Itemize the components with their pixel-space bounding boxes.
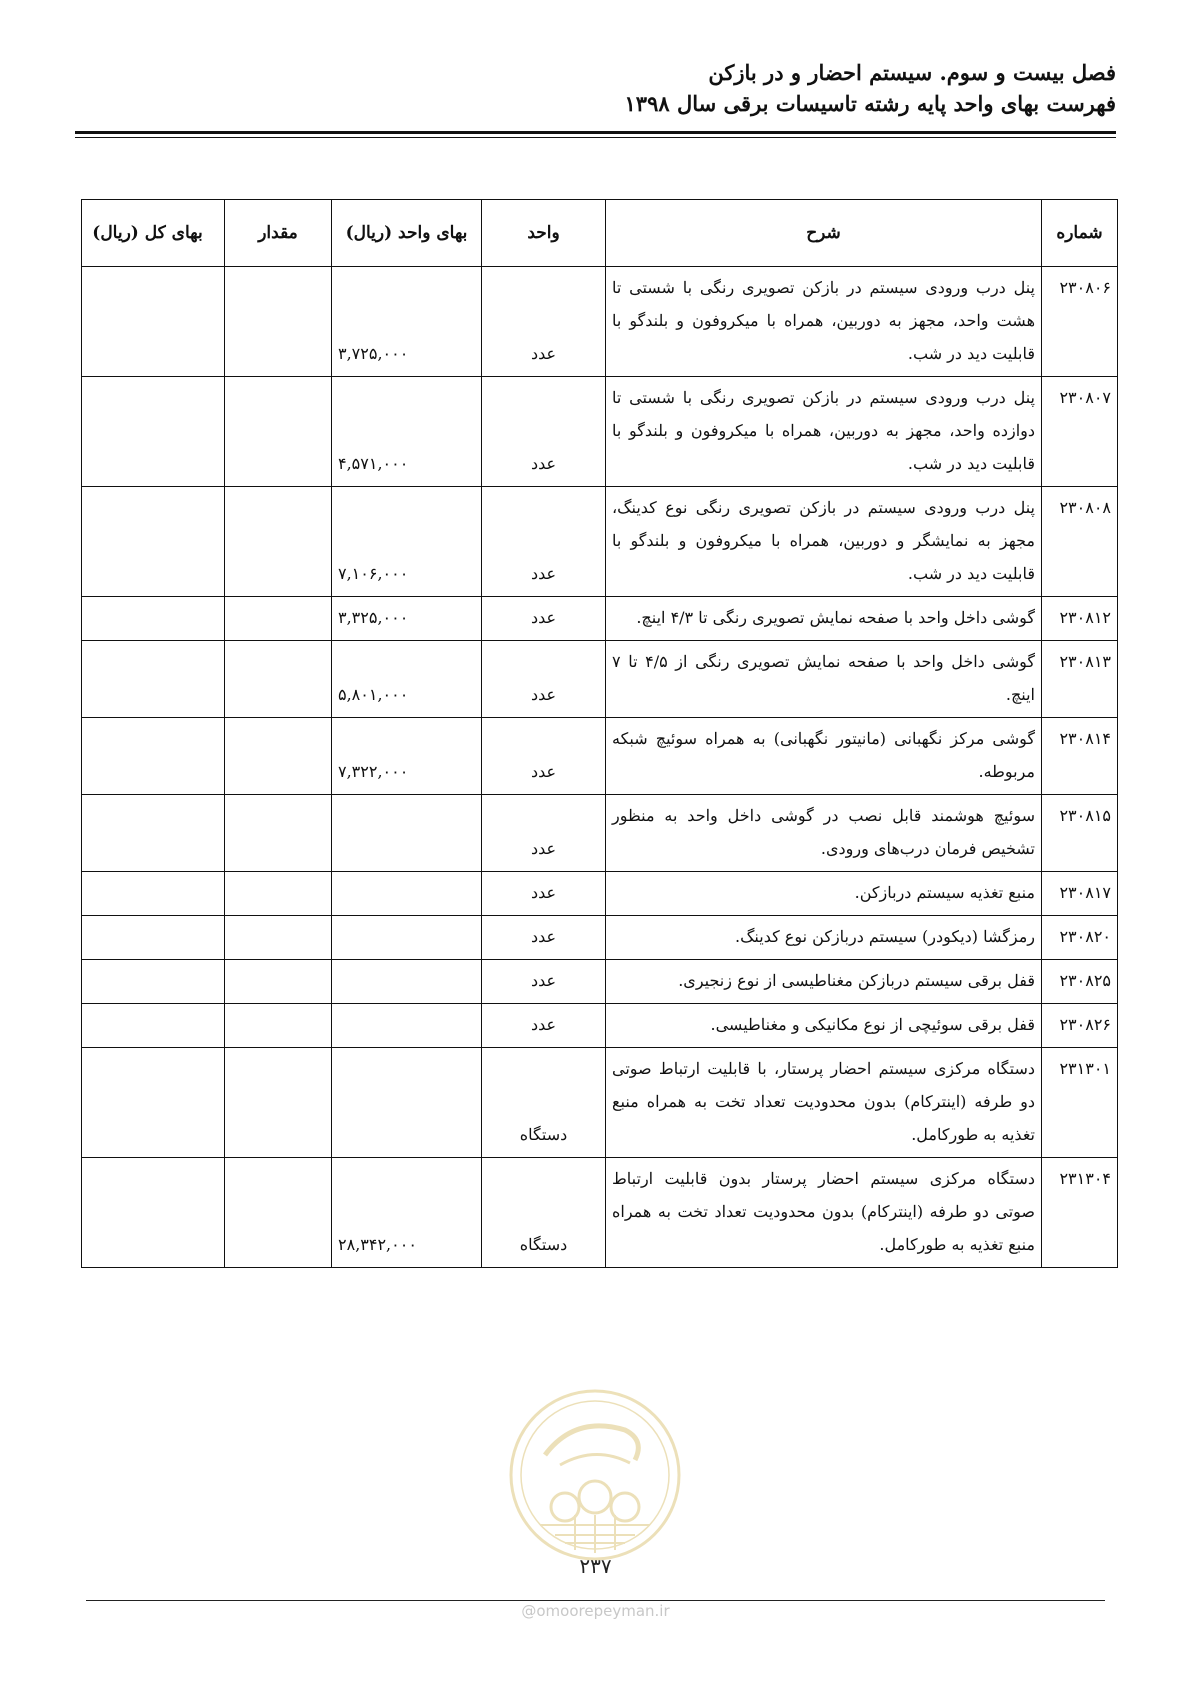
table-header-row bbox=[82, 200, 1118, 267]
item-description: رمزگشا (دیکودر) سیستم دربازکن نوع کدینگ. bbox=[606, 916, 1042, 960]
item-unit-price: ۷,۱۰۶,۰۰۰ bbox=[332, 487, 482, 597]
table-row bbox=[82, 795, 1118, 872]
item-quantity bbox=[225, 1048, 332, 1158]
table-row bbox=[82, 1158, 1118, 1268]
item-total-price bbox=[82, 960, 225, 1004]
col-header-qty: مقدار bbox=[225, 200, 332, 267]
table-row bbox=[82, 916, 1118, 960]
item-code: ۲۳۰۸۱۴ bbox=[1042, 718, 1118, 795]
seal-watermark bbox=[505, 1385, 685, 1565]
table-row bbox=[82, 597, 1118, 641]
table-row bbox=[82, 1048, 1118, 1158]
item-unit: عدد bbox=[482, 960, 606, 1004]
table-row bbox=[82, 872, 1118, 916]
item-unit: دستگاه bbox=[482, 1158, 606, 1268]
item-description: قفل برقی سوئیچی از نوع مکانیکی و مغناطیسی. bbox=[606, 1004, 1042, 1048]
header-rule-thick bbox=[75, 131, 1116, 134]
item-unit-price: ۵,۸۰۱,۰۰۰ bbox=[332, 641, 482, 718]
item-total-price bbox=[82, 597, 225, 641]
item-description: قفل برقی سیستم دربازکن مغناطیسی از نوع زنجیری. bbox=[606, 960, 1042, 1004]
table-row bbox=[82, 1004, 1118, 1048]
item-total-price bbox=[82, 1158, 225, 1268]
item-description: گوشی مرکز نگهبانی (مانیتور نگهبانی) به همراه سوئیچ شبکه مربوطه. bbox=[606, 718, 1042, 795]
item-quantity bbox=[225, 597, 332, 641]
item-unit: عدد bbox=[482, 872, 606, 916]
table-row bbox=[82, 960, 1118, 1004]
item-unit: عدد bbox=[482, 641, 606, 718]
item-unit: عدد bbox=[482, 718, 606, 795]
page-number: ۲۳۷ bbox=[579, 1554, 612, 1578]
item-unit: دستگاه bbox=[482, 1048, 606, 1158]
item-total-price bbox=[82, 1048, 225, 1158]
item-code: ۲۳۰۸۲۶ bbox=[1042, 1004, 1118, 1048]
item-unit: عدد bbox=[482, 597, 606, 641]
item-code: ۲۳۱۳۰۴ bbox=[1042, 1158, 1118, 1268]
item-unit-price: ۴,۵۷۱,۰۰۰ bbox=[332, 377, 482, 487]
item-code: ۲۳۰۸۲۰ bbox=[1042, 916, 1118, 960]
item-total-price bbox=[82, 718, 225, 795]
item-unit-price bbox=[332, 872, 482, 916]
page-header bbox=[75, 58, 1116, 120]
item-code: ۲۳۰۸۱۵ bbox=[1042, 795, 1118, 872]
item-total-price bbox=[82, 916, 225, 960]
item-quantity bbox=[225, 718, 332, 795]
col-header-desc: شرح bbox=[606, 200, 1042, 267]
item-quantity bbox=[225, 487, 332, 597]
item-total-price bbox=[82, 1004, 225, 1048]
item-description: پنل درب ورودی سیستم در بازکن تصویری رنگی با شستی تا دوازده واحد، مجهز به دوربین، همراه با میکروفون و بلندگو با قابلیت دید در شب. bbox=[606, 377, 1042, 487]
col-header-unit-price: بهای واحد (ریال) bbox=[332, 200, 482, 267]
item-total-price bbox=[82, 487, 225, 597]
item-unit-price: ۳,۳۲۵,۰۰۰ bbox=[332, 597, 482, 641]
table-row bbox=[82, 718, 1118, 795]
col-header-unit: واحد bbox=[482, 200, 606, 267]
item-unit-price bbox=[332, 795, 482, 872]
item-quantity bbox=[225, 960, 332, 1004]
item-total-price bbox=[82, 795, 225, 872]
item-quantity bbox=[225, 267, 332, 377]
item-unit: عدد bbox=[482, 267, 606, 377]
item-code: ۲۳۰۸۰۸ bbox=[1042, 487, 1118, 597]
item-quantity bbox=[225, 641, 332, 718]
item-unit-price bbox=[332, 960, 482, 1004]
item-code: ۲۳۰۸۲۵ bbox=[1042, 960, 1118, 1004]
table-row bbox=[82, 377, 1118, 487]
item-code: ۲۳۰۸۱۲ bbox=[1042, 597, 1118, 641]
item-unit: عدد bbox=[482, 487, 606, 597]
item-quantity bbox=[225, 377, 332, 487]
item-unit: عدد bbox=[482, 1004, 606, 1048]
price-table bbox=[81, 199, 1118, 1268]
item-total-price bbox=[82, 641, 225, 718]
item-code: ۲۳۰۸۰۶ bbox=[1042, 267, 1118, 377]
chapter-title: فصل بیست و سوم. سیستم احضار و در بازکن bbox=[708, 60, 1116, 85]
item-unit: عدد bbox=[482, 377, 606, 487]
item-total-price bbox=[82, 872, 225, 916]
table-row bbox=[82, 267, 1118, 377]
item-quantity bbox=[225, 1158, 332, 1268]
item-unit: عدد bbox=[482, 916, 606, 960]
col-header-total: بهای کل (ریال) bbox=[82, 200, 225, 267]
item-unit-price: ۷,۳۲۲,۰۰۰ bbox=[332, 718, 482, 795]
item-description: پنل درب ورودی سیستم در بازکن تصویری رنگی با شستی تا هشت واحد، مجهز به دوربین، همراه با میکروفون و بلندگو با قابلیت دید در شب. bbox=[606, 267, 1042, 377]
item-total-price bbox=[82, 377, 225, 487]
item-description: پنل درب ورودی سیستم در بازکن تصویری رنگی نوع کدینگ، مجهز به نمایشگر و دوربین، همراه با میکروفون و بلندگو با قابلیت دید در شب. bbox=[606, 487, 1042, 597]
item-quantity bbox=[225, 1004, 332, 1048]
item-unit-price bbox=[332, 1048, 482, 1158]
table-row bbox=[82, 487, 1118, 597]
item-code: ۲۳۰۸۰۷ bbox=[1042, 377, 1118, 487]
item-quantity bbox=[225, 916, 332, 960]
item-description: سوئیچ هوشمند قابل نصب در گوشی داخل واحد به منظور تشخیص فرمان درب‌های ورودی. bbox=[606, 795, 1042, 872]
item-description: گوشی داخل واحد با صفحه نمایش تصویری رنگی تا ۴/۳ اینچ. bbox=[606, 597, 1042, 641]
footer-rule bbox=[86, 1600, 1105, 1601]
item-unit-price bbox=[332, 916, 482, 960]
item-unit-price: ۲۸,۳۴۲,۰۰۰ bbox=[332, 1158, 482, 1268]
item-code: ۲۳۱۳۰۱ bbox=[1042, 1048, 1118, 1158]
item-description: دستگاه مرکزی سیستم احضار پرستار، با قابلیت ارتباط صوتی دو طرفه (اینترکام) بدون محدودیت تعداد تخت به همراه منبع تغذیه به طورکامل. bbox=[606, 1048, 1042, 1158]
list-title: فهرست بهای واحد پایه رشته تاسیسات برقی سال ۱۳۹۸ bbox=[624, 91, 1116, 116]
item-code: ۲۳۰۸۱۷ bbox=[1042, 872, 1118, 916]
item-quantity bbox=[225, 795, 332, 872]
item-unit-price: ۳,۷۲۵,۰۰۰ bbox=[332, 267, 482, 377]
item-unit-price bbox=[332, 1004, 482, 1048]
item-unit: عدد bbox=[482, 795, 606, 872]
item-description: دستگاه مرکزی سیستم احضار پرستار بدون قابلیت ارتباط صوتی دو طرفه (اینترکام) بدون محدودیت تعداد تخت به همراه منبع تغذیه به طورکامل. bbox=[606, 1158, 1042, 1268]
item-description: منبع تغذیه سیستم دربازکن. bbox=[606, 872, 1042, 916]
item-quantity bbox=[225, 872, 332, 916]
header-rule-thin bbox=[75, 137, 1116, 138]
item-code: ۲۳۰۸۱۳ bbox=[1042, 641, 1118, 718]
watermark-text: @omoorepeyman.ir bbox=[521, 1602, 670, 1620]
item-description: گوشی داخل واحد با صفحه نمایش تصویری رنگی از ۴/۵ تا ۷ اینچ. bbox=[606, 641, 1042, 718]
table-row bbox=[82, 641, 1118, 718]
col-header-code: شماره bbox=[1042, 200, 1118, 267]
item-total-price bbox=[82, 267, 225, 377]
